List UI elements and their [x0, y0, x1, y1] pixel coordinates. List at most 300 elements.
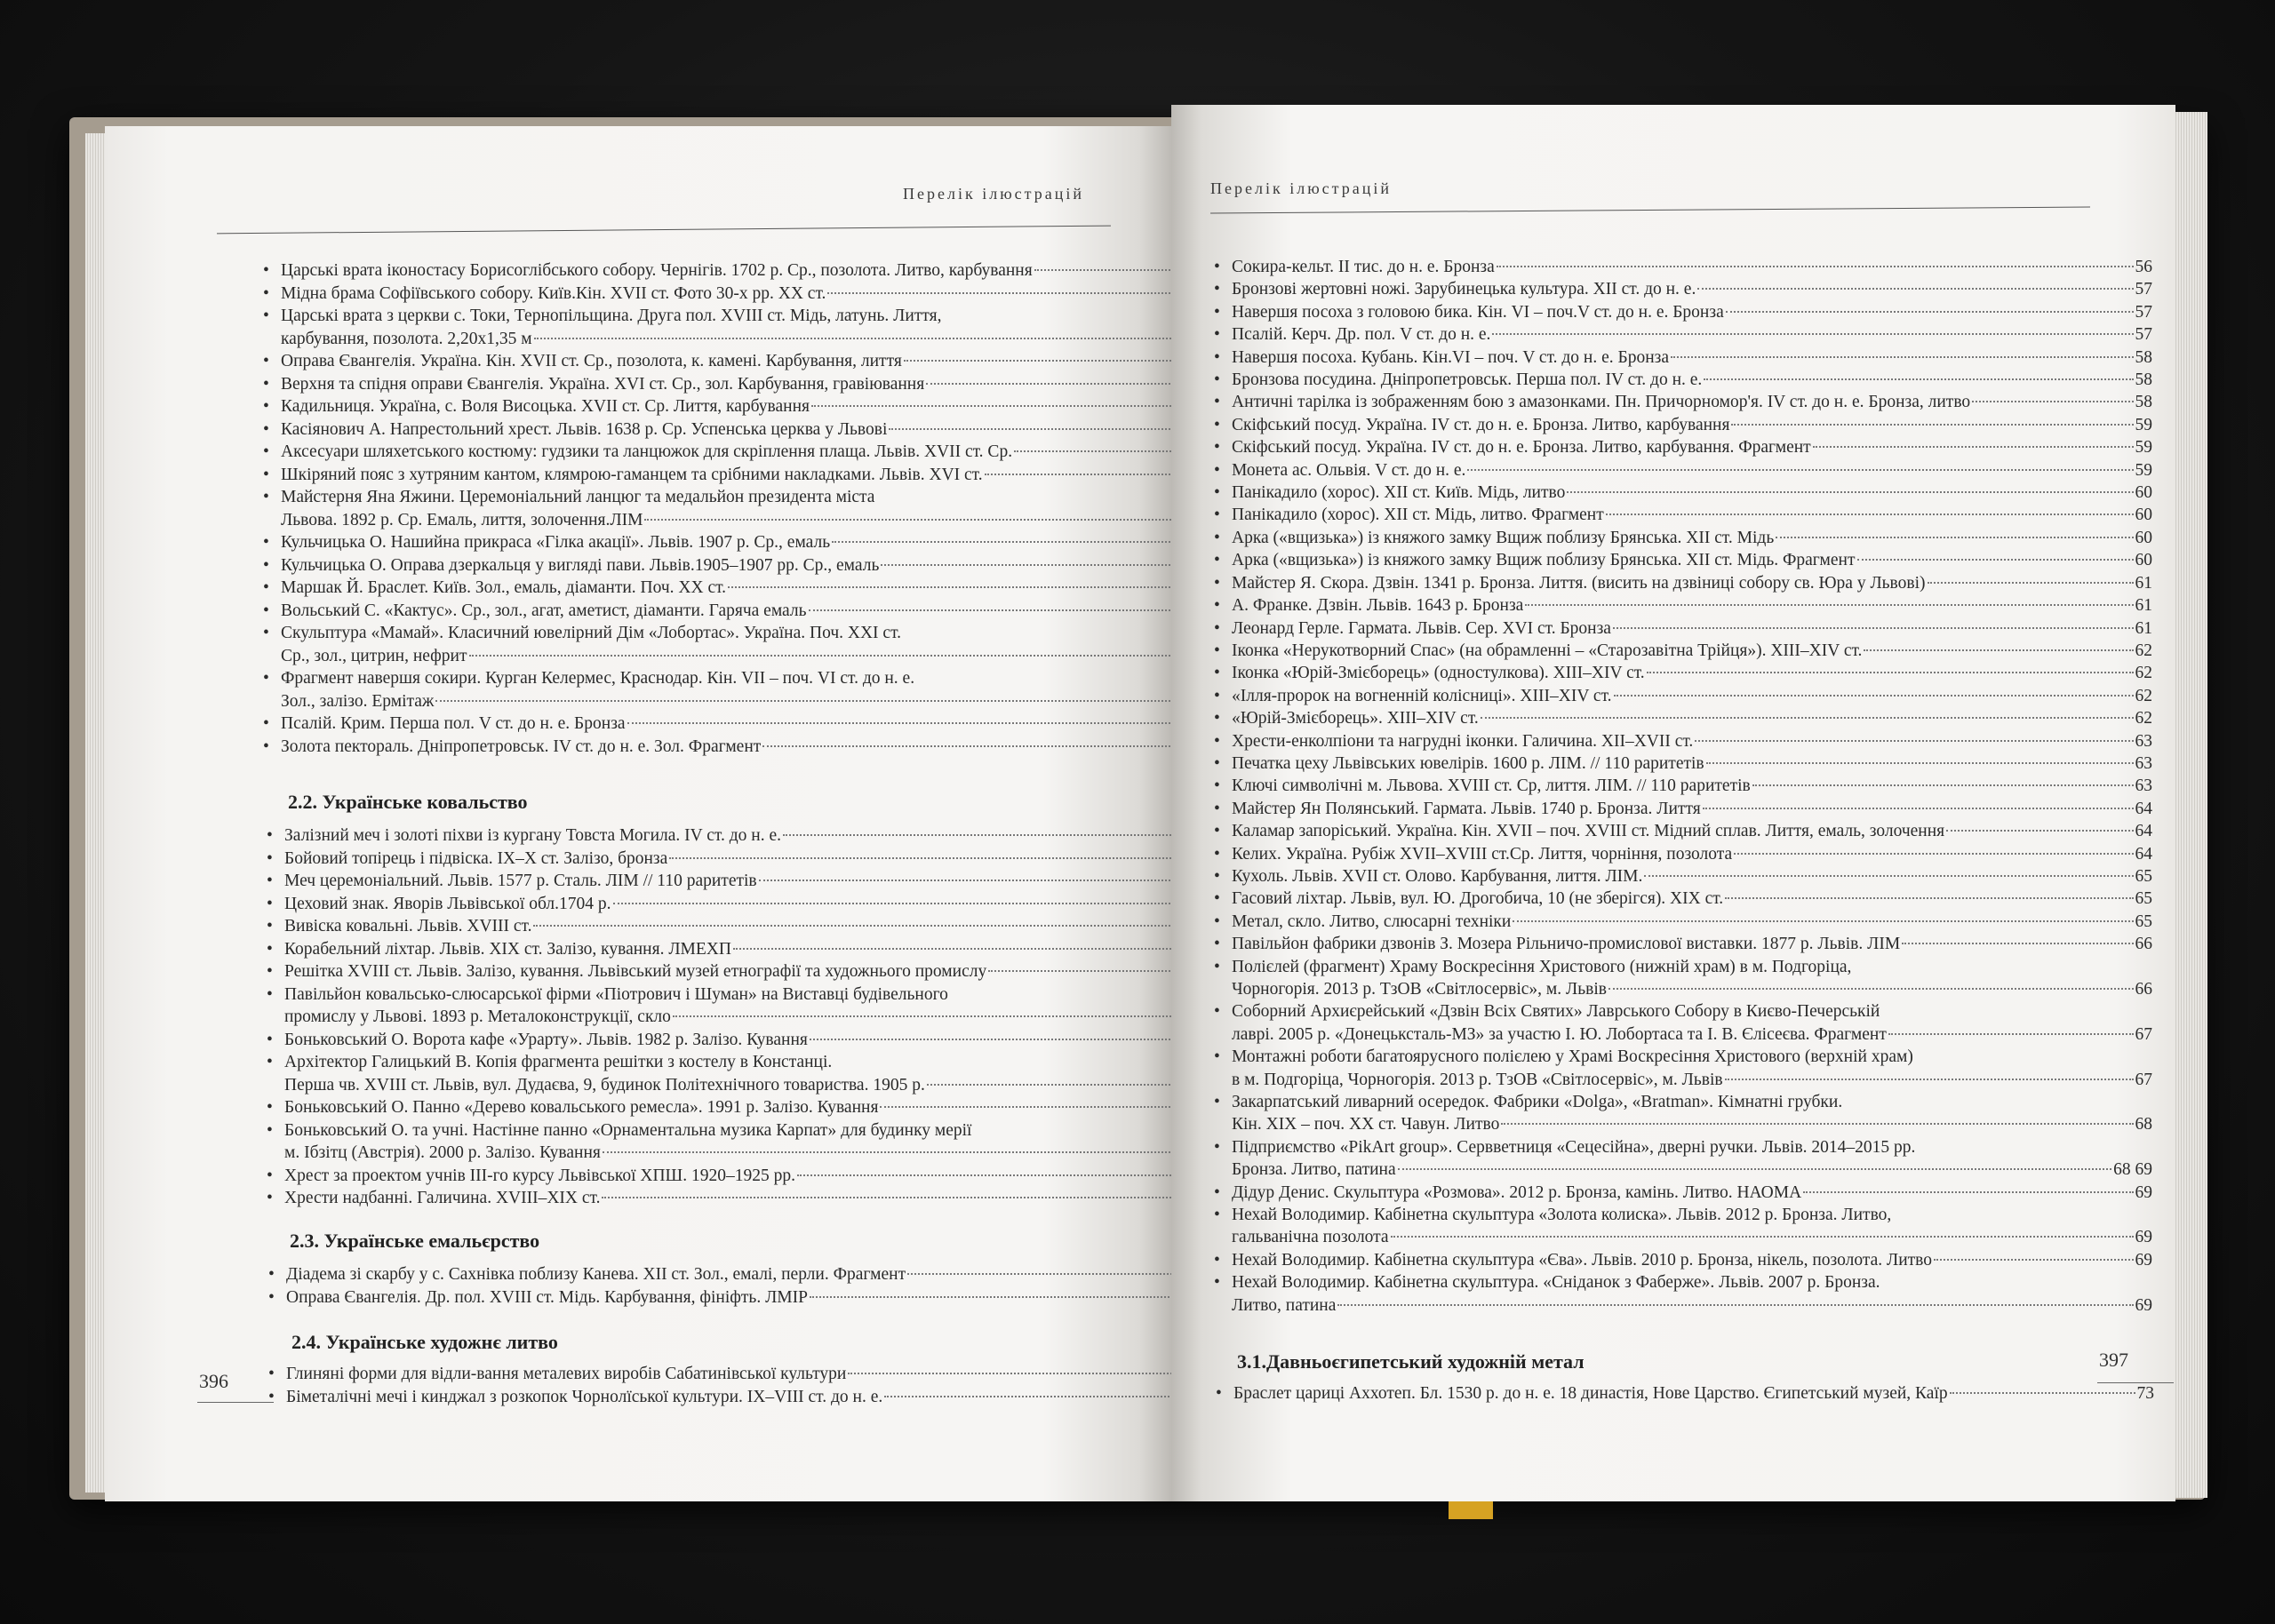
entry-text: • Навершя посоха. Кубань. Кін.VI – поч. V ст. до н. е. Бронза	[1232, 347, 1670, 367]
entry-row	[281, 577, 1203, 600]
entry-line: • Боньковський О. та учні. Настінне панно «Орнаментальна музика Карпат» для будинку мерії	[284, 1120, 972, 1140]
entry-line: • Полієлей (фрагмент) Храму Воскресіння Христового (нижній храм) в м. Подгоріца,	[1232, 957, 1852, 976]
entry-row	[281, 712, 1203, 736]
list-items	[1212, 256, 2152, 1317]
entry-text: • Бойовий топірець і підвіска. IX–X ст. Залізо, бронза	[284, 848, 668, 868]
list-item	[1212, 594, 2152, 617]
list-item	[267, 1386, 1209, 1409]
entry-text: • Монета ас. Ольвія. V ст. до н. е.	[1232, 460, 1466, 480]
list-section-2-2	[265, 824, 1207, 1210]
entry-row	[1232, 459, 2152, 482]
running-head: Перелік ілюстрацій	[1210, 179, 1392, 197]
list-item	[265, 1119, 1207, 1165]
entry-row	[1232, 346, 2152, 369]
list-item	[1212, 278, 2152, 300]
entry-row	[1232, 527, 2152, 549]
entry-line: • Архітектор Галицький В. Копія фрагмента решітки з костелу в Констанці.	[284, 1053, 833, 1071]
entry-text: карбування, позолота. 2,20х1,35 м	[281, 329, 532, 348]
list-section-2-4	[267, 1363, 1209, 1408]
entry-text: • Сокира-кельт. II тис. до н. е. Бронза	[1232, 258, 1495, 276]
list-item	[265, 848, 1207, 871]
leader-dots	[1972, 401, 2133, 402]
entry-line: • Царські врата з церкви с. Токи, Тернопільщина. Друга пол. XVIII ст. Мідь, латунь. Лиття,	[281, 306, 942, 325]
leader-dots	[881, 564, 1184, 566]
entry-text: • Діадема зі скарбу у с. Сахнівка поблизу Канева. XII ст. Зол., емалі, перли. Фрагмент	[286, 1265, 906, 1284]
entry-row	[1232, 572, 2152, 594]
list-item	[1212, 730, 2152, 752]
list-item	[1212, 798, 2152, 820]
entry-row	[1232, 685, 2152, 707]
entry-text: • Шкіряний пояс з хутряним кантом, клямрою-гаманцем та срібними накладками. Львів. XVI ст.	[281, 465, 983, 484]
list-item	[261, 441, 1203, 464]
entry-page: 69	[2135, 1250, 2152, 1270]
leader-dots	[1567, 491, 2133, 493]
list-item	[265, 1187, 1207, 1210]
entry-text: • Верхня та спідня оправи Євангелія. Україна. XVI ст. Ср., зол. Карбування, гравіювання	[281, 374, 925, 394]
entry-line: • Фрагмент навершя сокири. Курган Келермес, Краснодар. Кін. VII – поч. VI ст. до н. е.	[281, 669, 915, 688]
leader-dots	[810, 1296, 1190, 1298]
entry-page: 66	[2135, 935, 2152, 954]
list-item	[267, 1363, 1209, 1386]
entry-page: 60	[2135, 506, 2152, 525]
entry-row	[1232, 594, 2152, 617]
leader-dots	[1725, 897, 2133, 899]
entry-text: • Гасовий ліхтар. Львів, вул. Ю. Дрогобича, 10 (не зберігся). XIX ст.	[1232, 889, 1724, 909]
entry-page: 69	[2135, 1228, 2152, 1247]
entry-text: • Бронзова посудина. Дніпропетровськ. Перша пол. IV ст. до н. е.	[1232, 370, 1703, 390]
list-item	[1212, 685, 2152, 707]
list-item	[1212, 911, 2152, 933]
entry-text: • Цеховий знак. Яворів Львівської обл.1704 р.	[284, 894, 611, 913]
entry-row	[1232, 482, 2152, 504]
list-item	[265, 983, 1207, 1029]
entry-page: 59	[2135, 438, 2152, 458]
leader-dots	[1671, 356, 2133, 358]
entry-line: • Нехай Володимир. Кабінетна скульптура «Золота колиска». Львів. 2012 р. Бронза. Литво,	[1232, 1206, 1892, 1225]
entry-row	[281, 328, 1203, 351]
entry-text: лаврі. 2005 р. «Донецьксталь-МЗ» за участю І. Ю. Лобортаса та І. В. Єлісеєва. Фрагмент	[1232, 1024, 1887, 1044]
entry-page: 61	[2135, 596, 2152, 616]
list-item	[1212, 707, 2152, 729]
entry-text: • Кадильниця. Україна, с. Воля Висоцька. XVII ст. Ср. Лиття, карбування	[281, 397, 810, 416]
entry-row	[1232, 911, 2152, 933]
list-item	[261, 531, 1203, 554]
entry-page: 59	[2135, 415, 2152, 434]
list-item	[1212, 1249, 2152, 1271]
entry-row	[1232, 436, 2152, 458]
leader-dots	[1776, 537, 2133, 538]
entry-line: • Скульптура «Мамай». Класичний ювелірний Дім «Лобортас». Україна. Поч. XXI ст.	[281, 624, 902, 642]
leader-dots	[603, 1151, 1188, 1153]
entry-row	[281, 441, 1203, 464]
entry-row	[281, 464, 1203, 487]
leader-dots	[613, 903, 1188, 904]
entry-text: • Кухоль. Львів. XVII ст. Олово. Карбування, лиття. ЛІМ.	[1232, 866, 1643, 886]
entry-page: 57	[2135, 325, 2152, 345]
list-item	[261, 486, 1203, 531]
entry-row	[284, 915, 1207, 938]
entry-row	[284, 1187, 1207, 1210]
entry-text: • Золота пектораль. Дніпропетровськ. IV ст. до н. е. Зол. Фрагмент	[281, 736, 762, 756]
leader-dots	[1391, 1236, 2134, 1238]
entry-line: • Павільйон ковальсько-слюсарської фірми «Піотрович і Шуман» на Виставці будівельного	[284, 984, 948, 1004]
entry-text: • Келих. Україна. Рубіж XVII–XVIII ст.Ср. Лиття, чорніння, позолота	[1232, 844, 1733, 864]
entry-page: 65	[2135, 912, 2152, 931]
entry-page: 57	[2135, 302, 2152, 322]
list-item	[261, 577, 1203, 600]
entry-text: • Хрест за проектом учнів III-го курсу Львівської ХПШ. 1920–1925 рр.	[284, 1166, 795, 1185]
entry-row	[281, 736, 1203, 759]
leader-dots	[1695, 740, 2133, 742]
entry-text: • Майстер Я. Скора. Дзвін. 1341 р. Бронза. Лиття. (висить на дзвіниці собору св. Юра у Львові)	[1232, 573, 1926, 593]
entry-row	[1232, 775, 2152, 797]
leader-dots	[644, 519, 1184, 521]
list-item	[1212, 527, 2152, 549]
leader-dots	[1946, 830, 2133, 832]
entry-text: • Скіфський посуд. Україна. IV ст. до н. е. Бронза. Литво, карбування	[1232, 415, 1730, 434]
entry-text: гальванічна позолота	[1232, 1228, 1389, 1247]
leader-dots	[1734, 853, 2133, 855]
entry-page: 69	[2135, 1182, 2152, 1202]
entry-page: 63	[2135, 753, 2152, 773]
entry-page: 62	[2135, 641, 2152, 660]
list-item	[265, 938, 1207, 961]
entry-text: Зол., залізо. Ермітаж	[281, 691, 435, 711]
entry-text: • Каламар запоріський. Україна. Кін. XVII – поч. XVIII ст. Мідний сплав. Лиття, емаль, золочення	[1232, 822, 1945, 841]
entry-text: Бронза. Литво, патина	[1232, 1160, 1396, 1180]
entry-text: • Бронзові жертовні ножі. Зарубинецька культура. XII ст. до н. е.	[1232, 280, 1696, 299]
entry-text: • Хрести-енколпіони та нагрудні іконки. Галичина. XII–XVII ст.	[1232, 731, 1694, 751]
entry-page: 58	[2135, 393, 2152, 412]
list-item	[1212, 1204, 2152, 1249]
list-item	[261, 554, 1203, 577]
entry-text: • Оправа Євангелія. Україна. Кін. XVII ст. Ср., позолота, к. камені. Карбування, лиття	[281, 352, 902, 370]
leader-dots	[728, 586, 1184, 588]
list-item	[1212, 933, 2152, 955]
entry-row	[284, 1142, 1207, 1165]
entry-text: • Майстер Ян Полянський. Гармата. Львів. 1740 р. Бронза. Лиття	[1232, 799, 1701, 818]
list-section-3-1	[1214, 1382, 2154, 1405]
leader-dots	[1706, 762, 2134, 764]
entry-row	[281, 395, 1203, 418]
entry-row	[281, 373, 1203, 396]
leader-dots	[1644, 875, 2133, 877]
entry-row	[1232, 1069, 2152, 1091]
list-item	[265, 960, 1207, 983]
entry-page: 59	[2135, 460, 2152, 480]
list-item	[1212, 1136, 2152, 1182]
entry-text: • Ключі символічні м. Львова. XVIII ст. Ср, лиття. ЛІМ. // 110 раритетів	[1232, 776, 1751, 796]
heading-2-4: 2.4. Українське художнє литво	[291, 1331, 558, 1353]
leader-dots	[759, 880, 1188, 881]
entry-text: • Арка («вщизька») із княжого замку Вщиж поблизу Брянська. XII ст. Мідь. Фрагмент	[1232, 551, 1856, 570]
entry-text: • Решітка XVIII ст. Львів. Залізо, кування. Львівський музей етнографії та художнього промислу	[284, 962, 987, 981]
entry-line: • Нехай Володимир. Кабінетна скульптура. «Сніданок з Фаберже». Львів. 2007 р. Бронза.	[1232, 1273, 1880, 1293]
leader-dots	[534, 338, 1185, 339]
entry-row	[1232, 549, 2152, 571]
entry-text: • А. Франке. Дзвін. Львів. 1643 р. Бронза	[1232, 596, 1524, 616]
list-item	[1212, 752, 2152, 775]
leader-dots	[1467, 469, 2133, 471]
entry-text: • Аксесуари шляхетського костюму: гудзики та ланцюжок для скріплення плаща. Львів. XVII ст. Ср.	[281, 442, 1013, 461]
list-item	[1212, 346, 2152, 369]
entry-row	[284, 870, 1207, 893]
entry-row	[284, 1074, 1207, 1097]
leader-dots	[1608, 988, 2134, 990]
leader-dots	[907, 1273, 1189, 1275]
entry-page: 68	[2135, 1115, 2152, 1134]
leader-dots	[669, 857, 1187, 859]
entry-row	[1232, 662, 2152, 684]
entry-row	[1232, 617, 2152, 640]
entry-page: 68 69	[2113, 1160, 2152, 1180]
entry-text: • Вивіска ковальні. Львів. XVIII ст.	[284, 917, 532, 935]
leader-dots	[533, 925, 1187, 927]
list-item	[1212, 256, 2152, 278]
entry-row	[1232, 865, 2152, 888]
leader-dots	[435, 700, 1184, 702]
list-item	[261, 305, 1203, 350]
entry-row	[281, 600, 1203, 623]
leader-dots	[884, 1396, 1189, 1397]
entry-row	[1232, 256, 2152, 278]
entry-row	[1232, 278, 2152, 300]
list-item	[1212, 369, 2152, 391]
list-item	[261, 667, 1203, 712]
heading-2-3: 2.3. Українське емальєрство	[290, 1230, 540, 1252]
list-item	[1212, 1271, 2152, 1317]
entry-page: 61	[2135, 573, 2152, 593]
list-item	[265, 893, 1207, 916]
entry-row	[1232, 369, 2152, 391]
running-head: Перелік ілюстрацій	[903, 185, 1084, 203]
list-item	[1212, 482, 2152, 504]
entry-page: 62	[2135, 709, 2152, 728]
entry-row	[1232, 323, 2152, 346]
heading-3-1: 3.1.Давньоєгипетський художній метал	[1237, 1350, 1585, 1373]
entry-text: Ср., зол., цитрин, нефрит	[281, 646, 467, 665]
leader-dots	[1613, 627, 2134, 629]
list-item	[1212, 1000, 2152, 1046]
leader-dots	[827, 292, 1184, 294]
page-number-rule	[197, 1402, 274, 1403]
entry-text: • Меч церемоніальний. Львів. 1577 р. Сталь. ЛІМ // 110 раритетів	[284, 872, 757, 890]
list-item	[1212, 1091, 2152, 1136]
entry-text: • Залізний меч і золоті піхви із кургану Товста Могила. IV ст. до н. е.	[284, 826, 781, 845]
entry-row	[281, 418, 1203, 442]
list-item	[265, 1165, 1207, 1188]
entry-text: • Іконка «Нерукотворний Спас» (на обрамленні – «Старозавітна Трійця»). XIII–XIV ст.	[1232, 641, 1863, 660]
entry-text: м. Ібзітц (Австрія). 2000 р. Залізо. Кування	[284, 1143, 601, 1162]
entry-page: 58	[2135, 370, 2152, 390]
entry-text: • Арка («вщизька») із княжого замку Вщиж поблизу Брянська. XII ст. Мідь	[1232, 528, 1775, 547]
entry-text: • Панікадило (хорос). XII ст. Мідь, литво. Фрагмент	[1232, 506, 1604, 525]
leader-dots	[1525, 604, 2133, 606]
list-item	[261, 350, 1203, 373]
leader-dots	[988, 970, 1187, 972]
list-item	[261, 418, 1203, 442]
entry-text: • Кульчицька О. Нашийна прикраса «Гілка акації». Львів. 1907 р. Ср., емаль	[281, 533, 831, 552]
entry-page: 67	[2135, 1070, 2152, 1089]
list-section-1	[261, 259, 1203, 758]
leader-dots	[1704, 378, 2133, 380]
entry-page: 61	[2135, 618, 2152, 638]
entry-text: • Метал, скло. Литво, слюсарні техніки	[1232, 912, 1512, 931]
entry-row	[1232, 414, 2152, 436]
entry-row	[281, 259, 1203, 283]
leader-dots	[1703, 808, 2134, 809]
list-item	[261, 283, 1203, 306]
leader-dots	[811, 405, 1185, 407]
entry-text: • Хрести надбанні. Галичина. XVIII–XIX ст.	[284, 1189, 601, 1207]
entry-text: • Нехай Володимир. Кабінетна скульптура «Єва». Львів. 2010 р. Бронза, нікель, позолота. Литво	[1232, 1250, 1932, 1270]
entry-row	[286, 1263, 1209, 1286]
entry-text: • Боньковський О. Ворота кафе «Урарту». Львів. 1982 р. Залізо. Кування	[284, 1030, 808, 1049]
entry-text: • Скіфський посуд. Україна. IV ст. до н. е. Бронза. Литво, карбування. Фрагмент	[1232, 438, 1811, 458]
header-rule	[1210, 207, 2090, 214]
entry-text: • Іконка «Юрій-Змієборець» (одностулкова). XIII–XIV ст.	[1232, 664, 1645, 683]
entry-page: 60	[2135, 551, 2152, 570]
entry-page: 65	[2135, 866, 2152, 886]
entry-row	[286, 1386, 1209, 1409]
list-item	[1212, 391, 2152, 413]
entry-text: Перша чв. XVIII ст. Львів, вул. Дудаєва, 9, будинок Політехнічного товариства. 1905 р.	[284, 1075, 925, 1095]
leader-dots	[602, 1197, 1187, 1198]
list-item	[261, 622, 1203, 667]
entry-row	[286, 1286, 1209, 1310]
entry-page: 64	[2135, 844, 2152, 864]
entry-text: • Павільйон фабрики дзвонів З. Мозера Рільничо-промислової виставки. 1877 р. Львів. ЛІМ	[1232, 935, 1901, 954]
leader-dots	[1726, 311, 2134, 313]
list-item	[1212, 549, 2152, 571]
leader-dots	[797, 1174, 1188, 1176]
list-item	[1212, 662, 2152, 684]
entry-row	[1233, 1382, 2154, 1405]
entry-text: Чорногорія. 2013 р. ТзОВ «Світлосервіс», м. Львів	[1232, 980, 1607, 999]
entry-text: в м. Подгоріца, Чорногорія. 2013 р. ТзОВ «Світлосервіс», м. Львів	[1232, 1070, 1723, 1089]
header-rule	[217, 226, 1111, 235]
leader-dots	[1731, 424, 2133, 426]
entry-text: • Навершя посоха з головою бика. Кін. VI – поч.V ст. до н. е. Бронза	[1232, 302, 1724, 322]
entry-row	[1232, 730, 2152, 752]
entry-text: • Маршак Й. Браслет. Київ. Зол., емаль, діаманти. Поч. XX ст.	[281, 578, 727, 597]
leader-dots	[673, 1015, 1188, 1017]
leader-dots	[1034, 269, 1185, 271]
leader-dots	[1398, 1168, 2111, 1170]
entry-row	[284, 960, 1207, 983]
entry-text: • Браслет цариці Аххотеп. Бл. 1530 р. до н. е. 18 династія, Нове Царство. Єгипетський музей, Каїр	[1233, 1384, 1948, 1403]
list-item	[1212, 775, 2152, 797]
entry-text: • Глиняні форми для відли-вання металевих виробів Сабатинівської культури	[286, 1365, 847, 1383]
leader-dots	[1725, 1079, 2134, 1080]
entry-page: 63	[2135, 731, 2152, 751]
entry-row	[281, 350, 1203, 373]
entry-row	[1232, 640, 2152, 662]
leader-dots	[1513, 920, 2133, 922]
entry-row	[281, 690, 1203, 713]
entry-row	[281, 554, 1203, 577]
entry-text: • Касіянович А. Напрестольний хрест. Львів. 1638 р. Ср. Успенська церква у Львові	[281, 419, 888, 439]
list-item	[265, 870, 1207, 893]
leader-dots	[627, 722, 1185, 724]
list-item	[265, 1096, 1207, 1119]
entry-row	[1232, 707, 2152, 729]
entry-page: 73	[2136, 1384, 2154, 1403]
entry-text: • Оправа Євангелія. Др. пол. XVIII ст. Мідь. Карбування, фініфть. ЛМІР	[286, 1287, 808, 1307]
list-item	[261, 464, 1203, 487]
entry-page: 69	[2135, 1295, 2152, 1315]
leader-dots	[1902, 943, 2133, 944]
entry-text: • Мідна брама Софіївського собору. Київ.Кін. XVII ст. Фото 30-х рр. XX ст.	[281, 283, 826, 303]
entry-row	[1232, 1294, 2152, 1317]
right-page	[1171, 105, 2175, 1501]
entry-line: • Соборний Архиєрейський «Дзвін Всіх Святих» Лаврського Собору в Києво-Печерській	[1232, 1002, 1880, 1022]
entry-line: • Майстерня Яна Яжини. Церемоніальний ланцюг та медальйон президента міста	[281, 488, 875, 506]
leader-dots	[832, 541, 1184, 543]
entry-page: 64	[2135, 799, 2152, 818]
entry-text: • Царські врата іконостасу Борисоглібського собору. Чернігів. 1702 р. Ср., позолота. Литво, карбування	[281, 261, 1033, 280]
list-item	[1212, 1046, 2152, 1091]
list-item	[1212, 956, 2152, 1001]
entry-text: • Вольський С. «Кактус». Ср., зол., агат, аметист, діаманти. Гаряча емаль	[281, 601, 807, 620]
entry-row	[1232, 888, 2152, 910]
entry-row	[281, 645, 1203, 668]
page-number: 397	[2099, 1349, 2128, 1371]
list-item	[261, 712, 1203, 736]
leader-dots	[1803, 1191, 2133, 1193]
entry-text: • Боньковський О. Панно «Дерево ковальського ремесла». 1991 р. Залізо. Кування	[284, 1098, 879, 1117]
entry-page: 60	[2135, 483, 2152, 503]
entry-row	[1232, 820, 2152, 842]
entry-page: 62	[2135, 664, 2152, 683]
entry-row	[284, 1006, 1207, 1029]
entry-text: • Корабельний ліхтар. Львів. XIX ст. Залізо, кування. ЛМЕХП	[284, 939, 731, 959]
entry-row	[1232, 504, 2152, 526]
entry-text: • Дідур Денис. Скульптура «Розмова». 2012 р. Бронза, камінь. Литво. НАОМА	[1232, 1182, 1802, 1202]
leader-dots	[1647, 672, 2134, 673]
entry-text: промислу у Львові. 1893 р. Металоконструкції, скло	[284, 1007, 671, 1026]
entry-row	[284, 824, 1207, 848]
leader-dots	[1501, 1123, 2133, 1125]
entry-row	[281, 531, 1203, 554]
entry-page: 62	[2135, 686, 2152, 705]
leader-dots	[1014, 450, 1184, 452]
list-item	[261, 395, 1203, 418]
leader-dots	[926, 383, 1184, 385]
list-item	[1212, 414, 2152, 436]
leader-dots	[1928, 582, 2134, 584]
entry-text: • Леонард Герле. Гармата. Львів. Сер. XVI ст. Бронза	[1232, 618, 1611, 638]
entry-page: 64	[2135, 822, 2152, 841]
entry-page: 67	[2135, 1024, 2152, 1044]
leader-dots	[880, 1106, 1187, 1108]
entry-row	[284, 893, 1207, 916]
leader-dots	[927, 1084, 1188, 1086]
leader-dots	[733, 948, 1188, 950]
entry-row	[1232, 1158, 2152, 1181]
entry-text: • Печатка цеху Львівських ювелірів. 1600 р. ЛІМ. // 110 раритетів	[1232, 753, 1704, 773]
page-number-rule	[2097, 1382, 2174, 1383]
entry-row	[1232, 301, 2152, 323]
list-item	[261, 600, 1203, 623]
leader-dots	[1492, 333, 2133, 335]
entry-row	[284, 1096, 1207, 1119]
entry-page: 57	[2135, 280, 2152, 299]
list-item	[1212, 1182, 2152, 1204]
entry-line: • Монтажні роботи багатоярусного полієлею у Храмі Воскресіння Христового (верхній храм)	[1232, 1047, 1913, 1067]
list-item	[261, 736, 1203, 759]
entry-row	[281, 283, 1203, 306]
